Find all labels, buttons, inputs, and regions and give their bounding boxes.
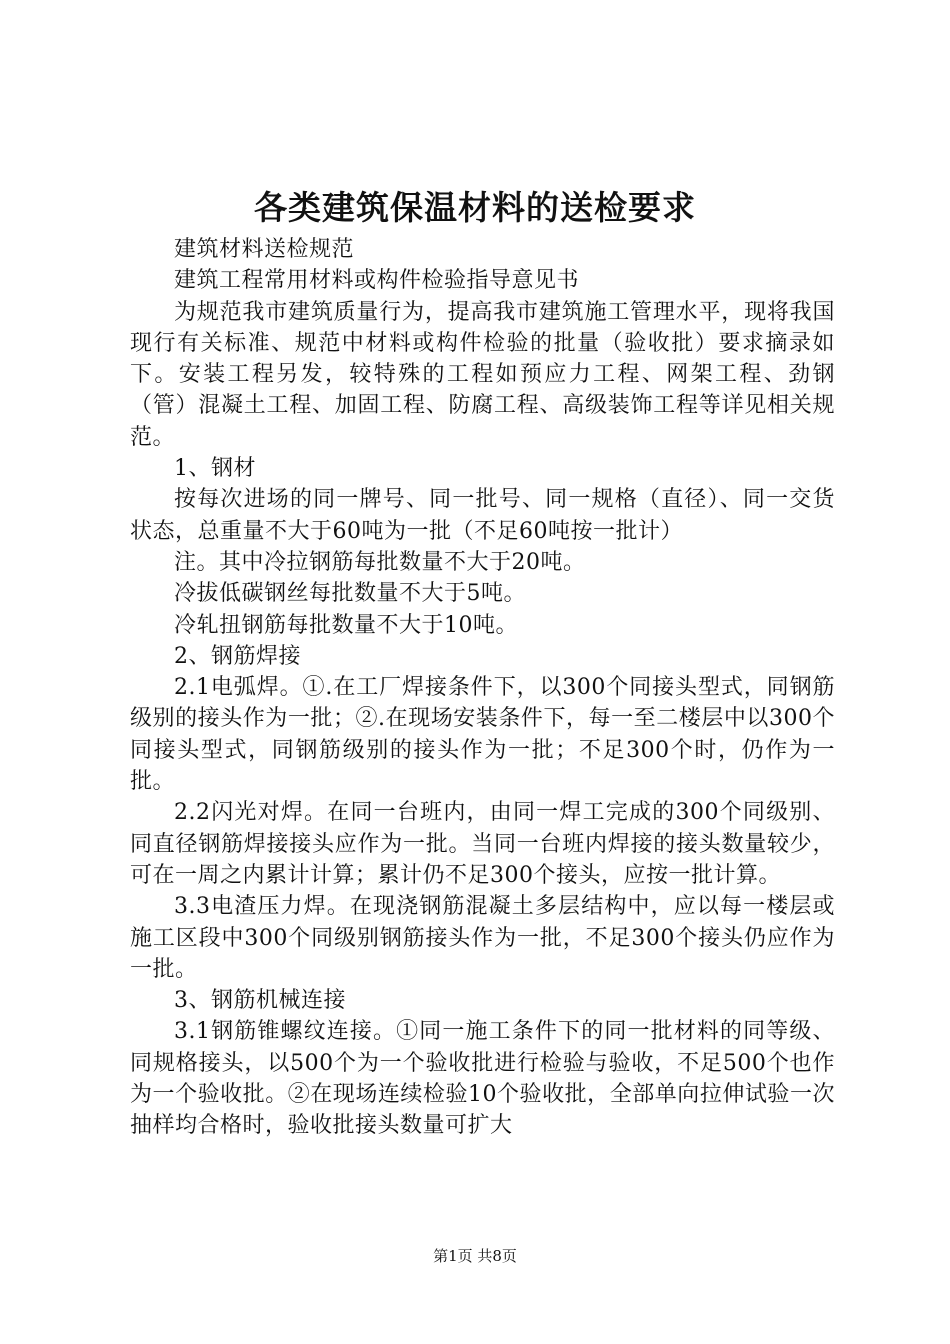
paragraph-electroslag-welding: 3.3电渣压力焊。在现浇钢筋混凝土多层结构中，应以每一楼层或施工区段中300个同级别钢筋接头作为一批，不足300个接头仍应作为一批。 <box>130 894 835 982</box>
document-title: 各类建筑保温材料的送检要求 <box>254 188 696 227</box>
document-body <box>130 234 835 1142</box>
paragraph-flash-butt-welding: 2.2闪光对焊。在同一台班内，由同一焊工完成的300个同级别、同直径钢筋焊接接头应作为一批。当同一台班内焊接的接头数量较少，可在一周之内累计计算；累计仍不足300个接头，应按一批计算。 <box>130 800 835 888</box>
paragraph-heading-spec: 建筑材料送检规范 <box>174 237 355 262</box>
paragraph-intro: 为规范我市建筑质量行为，提高我市建筑施工管理水平，现将我国现行有关标准、规范中材料或构件检验的批量（验收批）要求摘录如下。安装工程另发，较特殊的工程如预应力工程、网架工程、劲钢（管）混凝土工程、加固工程、防腐工程、高级装饰工程等详见相关规范。 <box>130 299 835 450</box>
section-heading-steel: 1、钢材 <box>174 456 256 482</box>
page-footer: 第1页 共8页 <box>433 1247 517 1265</box>
paragraph-steel-batch: 按每次进场的同一牌号、同一批号、同一规格（直径）、同一交货状态，总重量不大于60吨为一批（不足60吨按一批计） <box>130 487 835 544</box>
paragraph-heading-guide: 建筑工程常用材料或构件检验指导意见书 <box>174 268 580 294</box>
paragraph-cold-drawn-wire: 冷拔低碳钢丝每批数量不大于5吨。 <box>174 581 526 607</box>
section-heading-welding: 2、钢筋焊接 <box>174 643 301 669</box>
section-heading-mechanical: 3、钢筋机械连接 <box>174 988 346 1014</box>
paragraph-taper-thread: 3.1钢筋锥螺纹连接。①同一施工条件下的同一批材料的同等级、同规格接头，以500个为一个验收批进行检验与验收，不足500个也作为一个验收批。②在现场连续检验10个验收批，全部单向拉伸试验一次抽样均合格时，验收批接头数量可扩大 <box>130 1019 835 1139</box>
paragraph-note-cold-drawn: 注。其中冷拉钢筋每批数量不大于20吨。 <box>174 549 586 575</box>
paragraph-cold-rolled-twisted: 冷轧扭钢筋每批数量不大于10吨。 <box>174 612 518 638</box>
paragraph-arc-welding: 2.1电弧焊。①.在工厂焊接条件下，以300个同接头型式，同钢筋级别的接头作为一批；②.在现场安装条件下，每一至二楼层中以300个同接头型式，同钢筋级别的接头作为一批；不足300个时，仍作为一批。 <box>130 675 835 795</box>
